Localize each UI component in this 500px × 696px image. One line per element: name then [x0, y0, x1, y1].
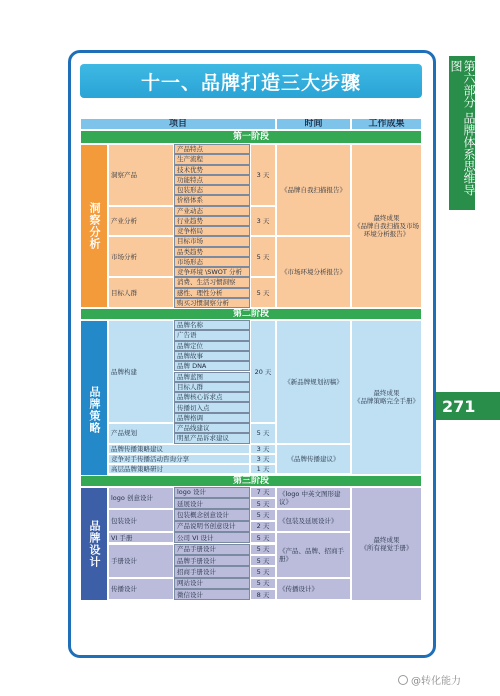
- phase2-final-result: 最终成果 《品牌策略完全手册》: [351, 320, 422, 475]
- phase3-group: 手册设计: [108, 544, 174, 578]
- phase3-group: 传播设计: [108, 578, 174, 601]
- phase3-time: 5 天: [250, 544, 276, 555]
- phase1-item: 技术优势: [174, 165, 250, 175]
- phase2-item: 品牌核心诉求点: [174, 392, 250, 402]
- phase1-time: 3 天: [250, 144, 276, 206]
- phase2-item: 品牌格调: [174, 413, 250, 423]
- phase3-output: 《包装及延展设计》: [276, 509, 351, 532]
- section-design: 品牌设计: [80, 487, 108, 601]
- phase-bar-1: 第一阶段: [80, 130, 422, 144]
- phase1-time: 3 天: [250, 206, 276, 237]
- phase2-time: 20 天: [250, 320, 276, 423]
- phase3-time: 2 天: [250, 521, 276, 532]
- phase2-time: 1 天: [250, 464, 276, 474]
- phase1-item: 行业趋势: [174, 216, 250, 226]
- phase2-row: 品牌传播策略建议: [108, 444, 250, 454]
- phase3-time: 5 天: [250, 532, 276, 543]
- phase3-group: VI 手册: [108, 532, 174, 543]
- phase2-item: 品牌定位: [174, 341, 250, 351]
- phase3-item: 品牌手册设计: [174, 555, 250, 566]
- section-insight: 洞察分析: [80, 144, 108, 308]
- column-header-time: 时间: [276, 118, 351, 130]
- page-title: 十一、品牌打造三大步骤: [80, 64, 422, 98]
- page-number: 271: [436, 392, 500, 420]
- phase1-group: 目标人群: [108, 277, 174, 308]
- column-header-result: 工作成果: [351, 118, 422, 130]
- phase1-item: 目标市场: [174, 236, 250, 246]
- phase1-item: 感性、理性分析: [174, 288, 250, 298]
- phase-bar-3: 第三阶段: [80, 475, 422, 487]
- phase3-time: 5 天: [250, 498, 276, 509]
- phase3-group: logo 创意设计: [108, 487, 174, 510]
- watermark-logo-icon: [398, 675, 408, 685]
- phase1-item: 消费、生活习惯洞察: [174, 277, 250, 287]
- phase1-item: 产业动态: [174, 206, 250, 216]
- phase1-item: 产品特点: [174, 144, 250, 154]
- phase3-item: 招商手册设计: [174, 566, 250, 577]
- phase3-item: 包装概念创意设计: [174, 509, 250, 520]
- phase1-group: 洞察产品: [108, 144, 174, 206]
- phase2-item: 目标人群: [174, 382, 250, 392]
- phase2-item: 明星产品诉求建议: [174, 433, 250, 443]
- phase3-item: 微信设计: [174, 589, 250, 600]
- phase1-item: 品类趋势: [174, 247, 250, 257]
- phase3-item: 延展设计: [174, 498, 250, 509]
- phase1-item: 价格体系: [174, 195, 250, 205]
- phase1-item: 竞争环境 \SWOT 分析: [174, 267, 250, 277]
- steps-table: [80, 118, 422, 634]
- chapter-side-tab: 第六部分 品牌体系思维导图: [449, 56, 475, 210]
- phase3-time: 5 天: [250, 566, 276, 577]
- phase3-item: 网站设计: [174, 578, 250, 589]
- phase2-time: 5 天: [250, 423, 276, 444]
- phase1-final-result: 最终成果 《品牌自我扫描及市场环境分析报告》: [351, 144, 422, 308]
- phase3-output: 《logo 中英文图形建议》: [276, 487, 351, 510]
- phase2-item: 品牌蓝图: [174, 372, 250, 382]
- phase-bar-2: 第二阶段: [80, 308, 422, 320]
- phase3-item: 产品手册设计: [174, 544, 250, 555]
- phase1-time: 5 天: [250, 277, 276, 308]
- phase1-item: 购买习惯洞察分析: [174, 298, 250, 308]
- phase2-item: 品牌名称: [174, 320, 250, 330]
- phase3-time: 5 天: [250, 555, 276, 566]
- phase3-output: 《传播设计》: [276, 578, 351, 601]
- phase3-time: 8 天: [250, 589, 276, 600]
- phase1-output: 《品牌自我扫描报告》: [276, 144, 351, 236]
- watermark: [398, 672, 461, 687]
- phase3-final-result: 最终成果 《所有视觉手册》: [351, 487, 422, 601]
- phase1-item: 生产流程: [174, 154, 250, 164]
- phase3-time: 5 天: [250, 509, 276, 520]
- section-strategy: 品牌策略: [80, 320, 108, 500]
- phase3-output: 《产品、品牌、招商手册》: [276, 532, 351, 578]
- phase1-item: 包装形态: [174, 185, 250, 195]
- phase2-output: 《新品牌规划初稿》: [276, 320, 351, 444]
- phase1-group: 产业分析: [108, 206, 174, 237]
- column-header-project: 项目: [80, 118, 276, 130]
- phase3-group: 包装设计: [108, 509, 174, 532]
- phase1-time: 5 天: [250, 236, 276, 277]
- phase3-item: 公司 VI 设计: [174, 532, 250, 543]
- phase1-group: 市场分析: [108, 236, 174, 277]
- phase2-item: 品牌 DNA: [174, 361, 250, 371]
- phase2-time: 3 天: [250, 444, 276, 454]
- phase2-item: 品牌故事: [174, 351, 250, 361]
- watermark-text: @转化能力: [411, 676, 461, 687]
- phase2-group: 品牌构建: [108, 320, 174, 423]
- phase2-output: 《品牌传播建议》: [276, 444, 351, 475]
- phase1-item: 市场形态: [174, 257, 250, 267]
- phase3-item: 产品说明书创意设计: [174, 521, 250, 532]
- phase1-item: 竞争格局: [174, 226, 250, 236]
- phase2-row: 高层品牌策略研讨: [108, 464, 250, 474]
- phase3-time: 7 天: [250, 487, 276, 498]
- phase3-time: 5 天: [250, 578, 276, 589]
- phase3-item: logo 设计: [174, 487, 250, 498]
- phase2-item: 广告语: [174, 330, 250, 340]
- phase1-output: 《市场环境分析报告》: [276, 236, 351, 308]
- phase2-item: 传播切入点: [174, 402, 250, 412]
- phase2-row: 竞争对手传播活动咨询分享: [108, 454, 250, 464]
- phase2-group: 产品规划: [108, 423, 174, 444]
- phase2-time: 3 天: [250, 454, 276, 464]
- phase2-item: 产品线建议: [174, 423, 250, 433]
- phase1-item: 功能特点: [174, 175, 250, 185]
